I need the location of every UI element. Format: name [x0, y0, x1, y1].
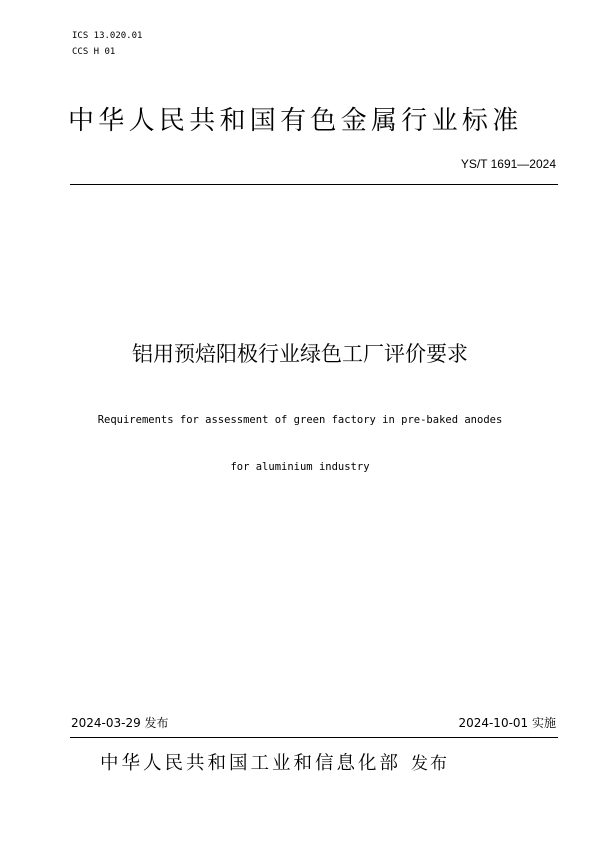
issue-date: 2024-03-29 发布 — [71, 716, 169, 730]
bottom-divider — [70, 737, 558, 738]
document-title-zh: 铝用预焙阳极行业绿色工厂评价要求 — [132, 342, 468, 366]
issuer-suffix: 发布 — [411, 754, 450, 774]
standard-category-title: 中华人民共和国有色金属行业标准 — [68, 106, 523, 136]
top-divider — [70, 184, 558, 185]
issuer-name: 中华人民共和国工业和信息化部 — [100, 753, 402, 774]
ics-code: ICS 13.020.01 — [72, 31, 143, 41]
document-title-en-line1: Requirements for assessment of green factory in pre-baked anodes — [97, 414, 503, 426]
ccs-code: CCS H 01 — [72, 47, 116, 57]
document-title-en-line2: for aluminium industry — [230, 461, 370, 473]
issuer — [100, 752, 449, 776]
implementation-date: 2024-10-01 实施 — [458, 716, 556, 730]
standard-number: YS/T 1691—2024 — [460, 157, 556, 171]
